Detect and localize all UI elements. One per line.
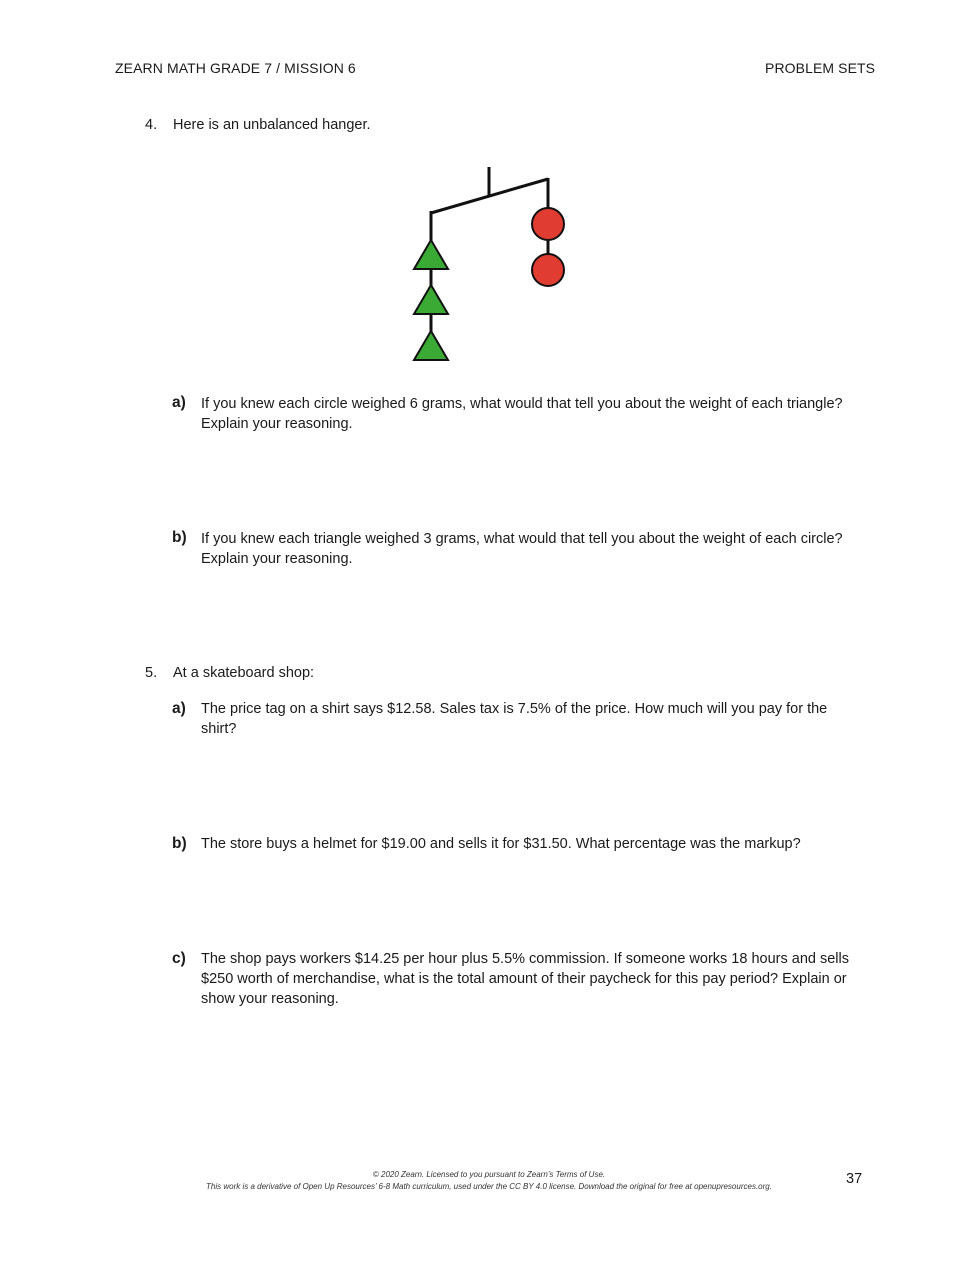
circle-weight-2 [532, 254, 564, 286]
part-5b-text: The store buys a helmet for $19.00 and sells it for $31.50. What percentage was the markup? [201, 836, 801, 852]
question-4-number: 4. [145, 117, 158, 133]
part-4a-text: If you knew each circle weighed 6 grams, what would that tell you about the weight of each triangle? Explain your reasoning. [201, 396, 843, 432]
unbalanced-hanger-figure [405, 160, 580, 370]
part-4b-text: If you knew each triangle weighed 3 grams, what would that tell you about the weight of each circle? Explain your reasoning. [201, 531, 843, 567]
part-5b-letter: b) [172, 835, 187, 852]
circle-weight-1 [532, 208, 564, 240]
part-4a-letter: a) [172, 394, 186, 411]
triangle-weight-1 [414, 240, 448, 269]
part-5a-text: The price tag on a shirt says $12.58. Sales tax is 7.5% of the price. How much will you pay for the shirt? [201, 701, 828, 737]
hanger-frame [431, 167, 548, 332]
part-4b-letter: b) [172, 529, 187, 546]
question-4-text: Here is an unbalanced hanger. [173, 117, 371, 133]
part-5a-letter: a) [172, 700, 186, 717]
header-section: PROBLEM SETS [765, 60, 876, 76]
question-5-number: 5. [145, 665, 158, 681]
question-5-text: At a skateboard shop: [173, 665, 315, 681]
triangle-weight-3 [414, 331, 448, 360]
page-number: 37 [846, 1171, 863, 1187]
part-5c-text: The shop pays workers $14.25 per hour plus 5.5% commission. If someone works 18 hours and sells $250 worth of merchandise, what is the total amount of their paycheck for this pay period? Explain or show your reasoning. [201, 951, 849, 1007]
triangle-weight-2 [414, 285, 448, 314]
part-5c-letter: c) [172, 950, 186, 967]
footer-attribution: This work is a derivative of Open Up Resources’ 6-8 Math curriculum, used under the CC BY 4.0 license. Download the original for free at openupresources.org. [206, 1182, 772, 1191]
header-title: ZEARN MATH GRADE 7 / MISSION 6 [115, 60, 356, 76]
footer-license: © 2020 Zearn. Licensed to you pursuant to Zearn’s Terms of Use. [372, 1170, 606, 1179]
